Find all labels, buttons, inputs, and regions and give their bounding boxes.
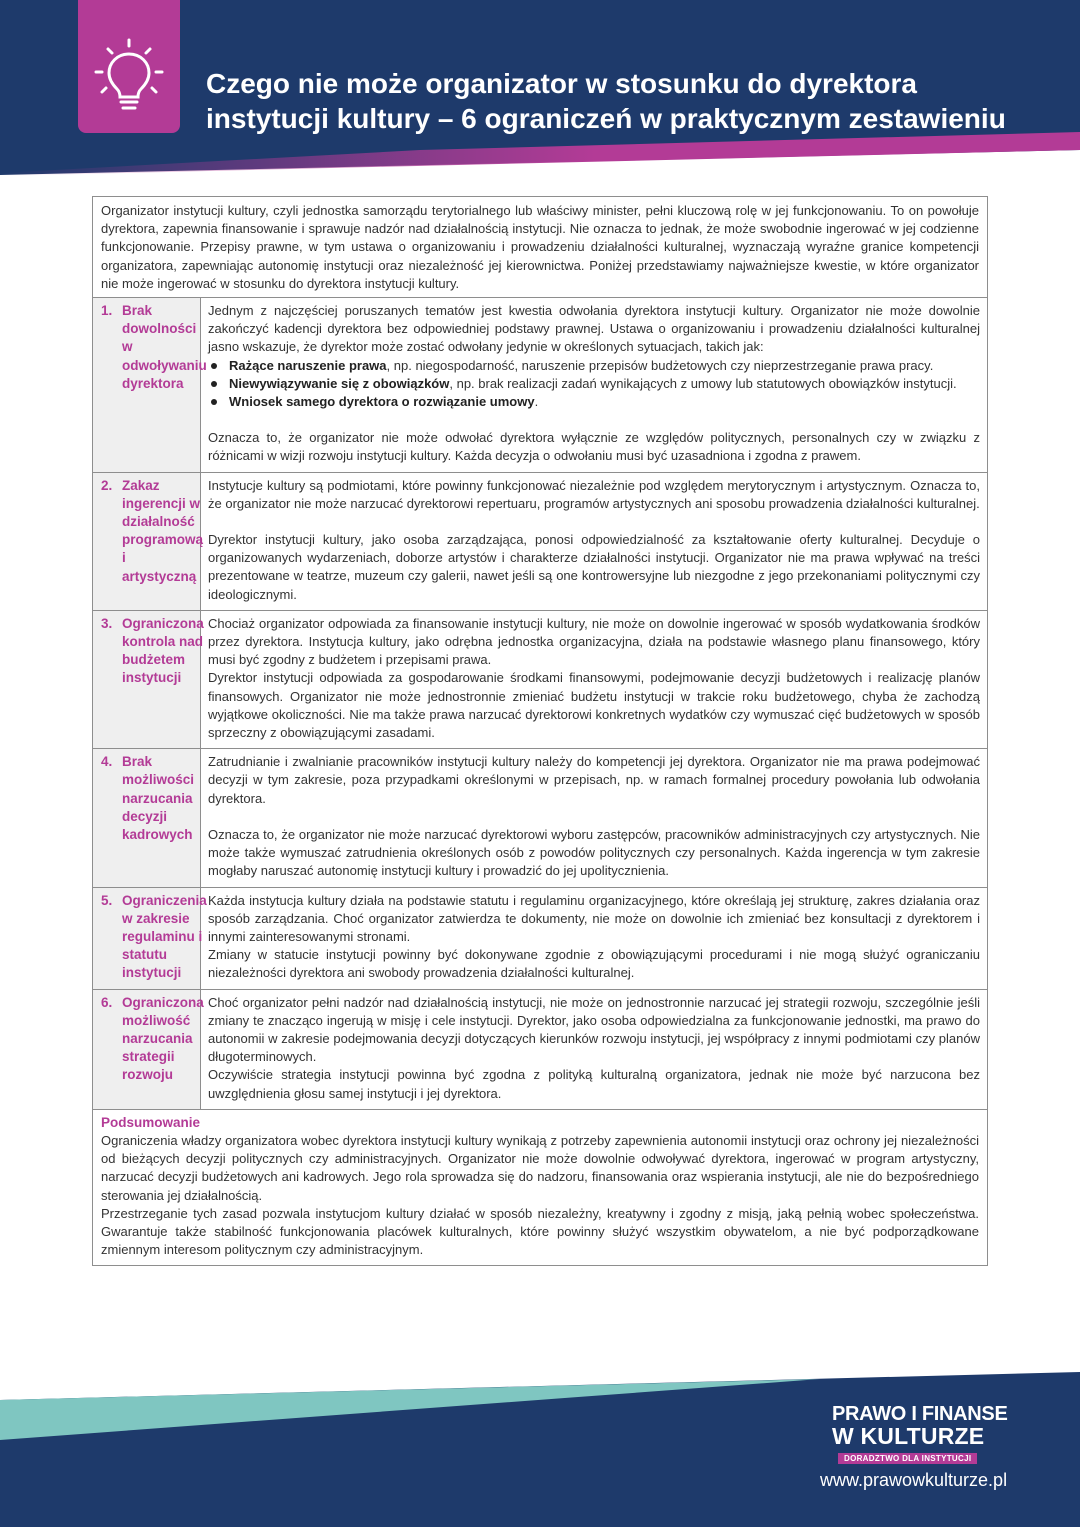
bullet-text: . — [534, 394, 539, 410]
content-table — [92, 196, 988, 1266]
row-paragraph: Każda instytucja kultury działa na podstawie statutu i regulaminu organizacyjnego, które określają jej strukturę, zakres działania oraz sposób zarządzania. Choć organizator zatwierdza te dokumenty, nie może on dowolnie ich zmieniać bez konsultacji z dyrektorem i innymi zainteresowanymi stronami. — [208, 892, 980, 944]
table-row — [93, 990, 987, 1110]
row-paragraph: Instytucje kultury są podmiotami, które powinny funkcjonować niezależnie pod względem merytorycznym i artystycznym. Oznacza to, że organizator nie może narzucać dyrektorowi repertuaru, programów artystycznych ani sposobu prowadzenia działalności kulturalnej. — [208, 477, 980, 511]
bullet-text: , np. brak realizacji zadań wynikających z umowy lub statutowych obowiązków instytucji. — [449, 375, 957, 391]
summary-title: Podsumowanie — [101, 1114, 201, 1130]
page-title — [206, 66, 1066, 136]
summary-paragraph: Przestrzeganie tych zasad pozwala instytucjom kultury działać w sposób niezależny, kreatywny i zgodny z misją, jaką pełnią wobec społeczeństwa. Gwarantuje także stabilność funkcjonowania placówek kulturalnych, które powinny służyć wszystkim obywatelom, a nie być podporządkowane zmiennym interesom politycznym czy administracyjnym. — [101, 1205, 979, 1258]
brand-logo — [832, 1403, 1012, 1466]
row-number: 3. — [101, 615, 113, 631]
summary-section — [93, 1110, 987, 1266]
table-row — [93, 298, 987, 473]
row-label — [93, 888, 207, 989]
row-body — [201, 298, 987, 472]
bullet-list — [208, 357, 980, 412]
page-title-line2: instytucji kultury – 6 ograniczeń w praktycznym zestawieniu — [206, 103, 1006, 134]
row-number: 1. — [101, 303, 113, 319]
summary-paragraph: Ograniczenia władzy organizatora wobec dyrektora instytucji kultury wynikają z potrzeby zapewnienia autonomii instytucji oraz ochrony jej niezależności od bieżących decyzji politycznych czy administracyjnych. Organizator nie może dowolnie odwoływać dyrektora, ingerować w program artystyczny, narzucać decyzji budżetowych ani kadrowych. Jego rola sprowadza się do nadzoru, finansowania oraz wspierania instytucji, ale nie do bezpośredniego sterowania jej działalnością. — [101, 1132, 979, 1203]
table-row — [93, 888, 987, 990]
row-paragraph: Dyrektor instytucji odpowiada za gospodarowanie środkami finansowymi, podejmowanie decyzji budżetowych i realizację planów finansowych. Organizator nie może jednostronnie zmieniać budżetu instytucji w trakcie roku budżetowego, chyba że zachodzą wyjątkowe okoliczności. Nie ma także prawa narzucać dyrektorowi konkretnych wydatków czy wymuszać cięć budżetowych w sposób sprzeczny z obowiązującymi zasadami. — [208, 670, 980, 741]
row-paragraph: Zatrudnianie i zwalnianie pracowników instytucji kultury należy do kompetencji jej dyrektora. Organizator nie ma prawa podejmować decyzji w tym zakresie, poza przypadkami określonymi w przepisach, np. w ramach formalnej procedury powołania lub odwołania dyrektora. — [208, 754, 980, 806]
row-title: Ograniczona kontrola nad budżetem instytucji — [122, 615, 204, 686]
row-body — [201, 888, 987, 989]
row-number: 5. — [101, 892, 113, 908]
page-header — [0, 0, 1080, 185]
row-body — [201, 473, 987, 610]
row-paragraph: Chociaż organizator odpowiada za finansowanie instytucji kultury, nie może on dowolnie ingerować w sposób wydatkowania środków przez dyrektora. Instytucja kultury, jako odrębna jednostka organizacyjna, działa na podstawie własnego planu finansowego, który musi być zgodny z budżetem i przepisami prawa. — [208, 615, 980, 668]
list-item — [208, 375, 980, 393]
bullet-bold: Niewywiązywanie się z obowiązków — [229, 375, 450, 391]
row-paragraph: Oznacza to, że organizator nie może narzucać dyrektorowi wyboru zastępców, pracowników administracyjnych czy artystycznych. Nie może także wymuszać zatrudnienia określonych osób z powodów politycznych czy personalnych. Każda ingerencja w tym zakresie mogłaby naruszać autonomię instytucji kultury i prowadzić do jej upolitycznienia. — [208, 826, 980, 879]
bullet-text: , np. niegospodarność, naruszenie przepisów budżetowych czy nieprzestrzeganie prawa pracy. — [386, 357, 934, 373]
lightbulb-icon-box — [78, 0, 180, 133]
row-number: 4. — [101, 754, 113, 770]
row-paragraph: Choć organizator pełni nadzór nad działalnością instytucji, nie może on jednostronnie narzucać jej strategii rozwoju, szczególnie jeśli zmiany te znacząco ingerują w misję i cele instytucji. Dyrektor, jako osoba odpowiedzialna za funkcjonowanie jednostki, ma prawo do autonomii w zakresie podejmowania decyzji dotyczących kierunków rozwoju instytucji, jej współpracy z innymi podmiotami czy planów długoterminowych. — [208, 994, 980, 1065]
row-paragraph: Dyrektor instytucji kultury, jako osoba zarządzająca, ponosi odpowiedzialność za kształtowanie oferty kulturalnej. Decyduje o organizowanych wydarzeniach, doborze artystów i charakterze działalności instytucji. Organizator nie ma prawa wpływać na treści prezentowane w teatrze, muzeum czy galerii, nawet jeśli są one kontrowersyjne lub niezgodne z jego przekonaniami politycznymi czy ideologicznymi. — [208, 532, 980, 602]
bullet-bold: Wniosek samego dyrektora o rozwiązanie umowy — [229, 394, 535, 410]
row-paragraph: Oznacza to, że organizator nie może odwołać dyrektora wyłącznie ze względów politycznych, personalnych czy w związku z różnicami w wizji rozwoju instytucji kultury. Każda decyzja o odwołaniu musi być uzasadniona i zgodna z prawem. — [208, 430, 980, 464]
brand-line2: W KULTURZE — [832, 1423, 985, 1449]
brand-line1: PRAWO I FINANSE — [832, 1403, 1008, 1425]
lightbulb-icon — [88, 32, 170, 120]
row-label — [93, 749, 201, 886]
row-paragraph: Oczywiście strategia instytucji powinna być zgodna z polityką kulturalną organizatora, jednak nie może być narzucona bez uwzględnienia głosu samej instytucji i jej dyrektora. — [208, 1067, 980, 1101]
row-label — [93, 611, 204, 748]
table-row — [93, 473, 987, 611]
intro-paragraph: Organizator instytucji kultury, czyli jednostka samorządu terytorialnego lub właściwy minister, pełni kluczową rolę w jej funkcjonowaniu. To on powołuje dyrektora, zapewnia finansowanie i sprawuje nadzór nad działalnością instytucji. Nie oznacza to jednak, że może swobodnie ingerować w jej codzienne funkcjonowanie. Przepisy prawne, w tym ustawa o organizowaniu i prowadzeniu działalności kulturalnej, wyznaczają wyraźne granice kompetencji organizatora, zapewniając autonomię instytucji oraz niezależność jej kierownictwa. Poniżej przedstawiamy najważniejsze kwestie, w które organizator nie może ingerować w stosunku do dyrektora instytucji kultury. — [93, 197, 987, 298]
bullet-bold: Rażące naruszenie prawa — [229, 357, 387, 373]
row-title: Brak dowolności w odwoływaniu dyrektora — [122, 303, 207, 391]
row-label — [93, 473, 204, 610]
row-title: Ograniczenia w zakresie regulaminu i statutu instytucji — [122, 892, 207, 981]
row-paragraph: Zmiany w statucie instytucji powinny być dokonywane zgodnie z obowiązującymi procedurami i nie mogą służyć ograniczaniu niezależności dyrektora ani swobody prowadzenia działalności kulturalnej. — [208, 947, 980, 981]
row-title: Ograniczona możliwość narzucania strategii rozwoju — [122, 994, 204, 1083]
row-number: 6. — [101, 994, 113, 1010]
brand-tagline: DORADZTWO DLA INSTYTUCJI — [838, 1453, 977, 1464]
table-row — [93, 611, 987, 749]
row-number: 2. — [101, 477, 113, 493]
row-title: Zakaz ingerencji w działalność programową i artystyczną — [122, 477, 204, 584]
row-body — [201, 611, 987, 748]
website-link[interactable]: www.prawowkulturze.pl — [820, 1470, 1008, 1490]
row-title: Brak możliwości narzucania decyzji kadrowych — [122, 754, 195, 843]
row-label — [93, 298, 207, 472]
row-body — [201, 990, 987, 1109]
page-footer — [0, 1370, 1080, 1527]
row-body — [201, 749, 987, 886]
row-label — [93, 990, 204, 1109]
list-item — [208, 393, 980, 411]
table-row — [93, 749, 987, 887]
page-title-line1: Czego nie może organizator w stosunku do dyrektora — [206, 68, 917, 99]
list-item — [208, 357, 980, 375]
row-paragraph: Jednym z najczęściej poruszanych tematów jest kwestia odwołania dyrektora instytucji kultury. Organizator nie może dowolnie zakończyć kadencji dyrektora bez odpowiedniej podstawy prawnej. Ustawa o organizowaniu i prowadzeniu działalności kulturalnej jasno wskazuje, że dyrektor może zostać odwołany jedynie w określonych sytuacjach, takich jak: — [208, 303, 980, 355]
